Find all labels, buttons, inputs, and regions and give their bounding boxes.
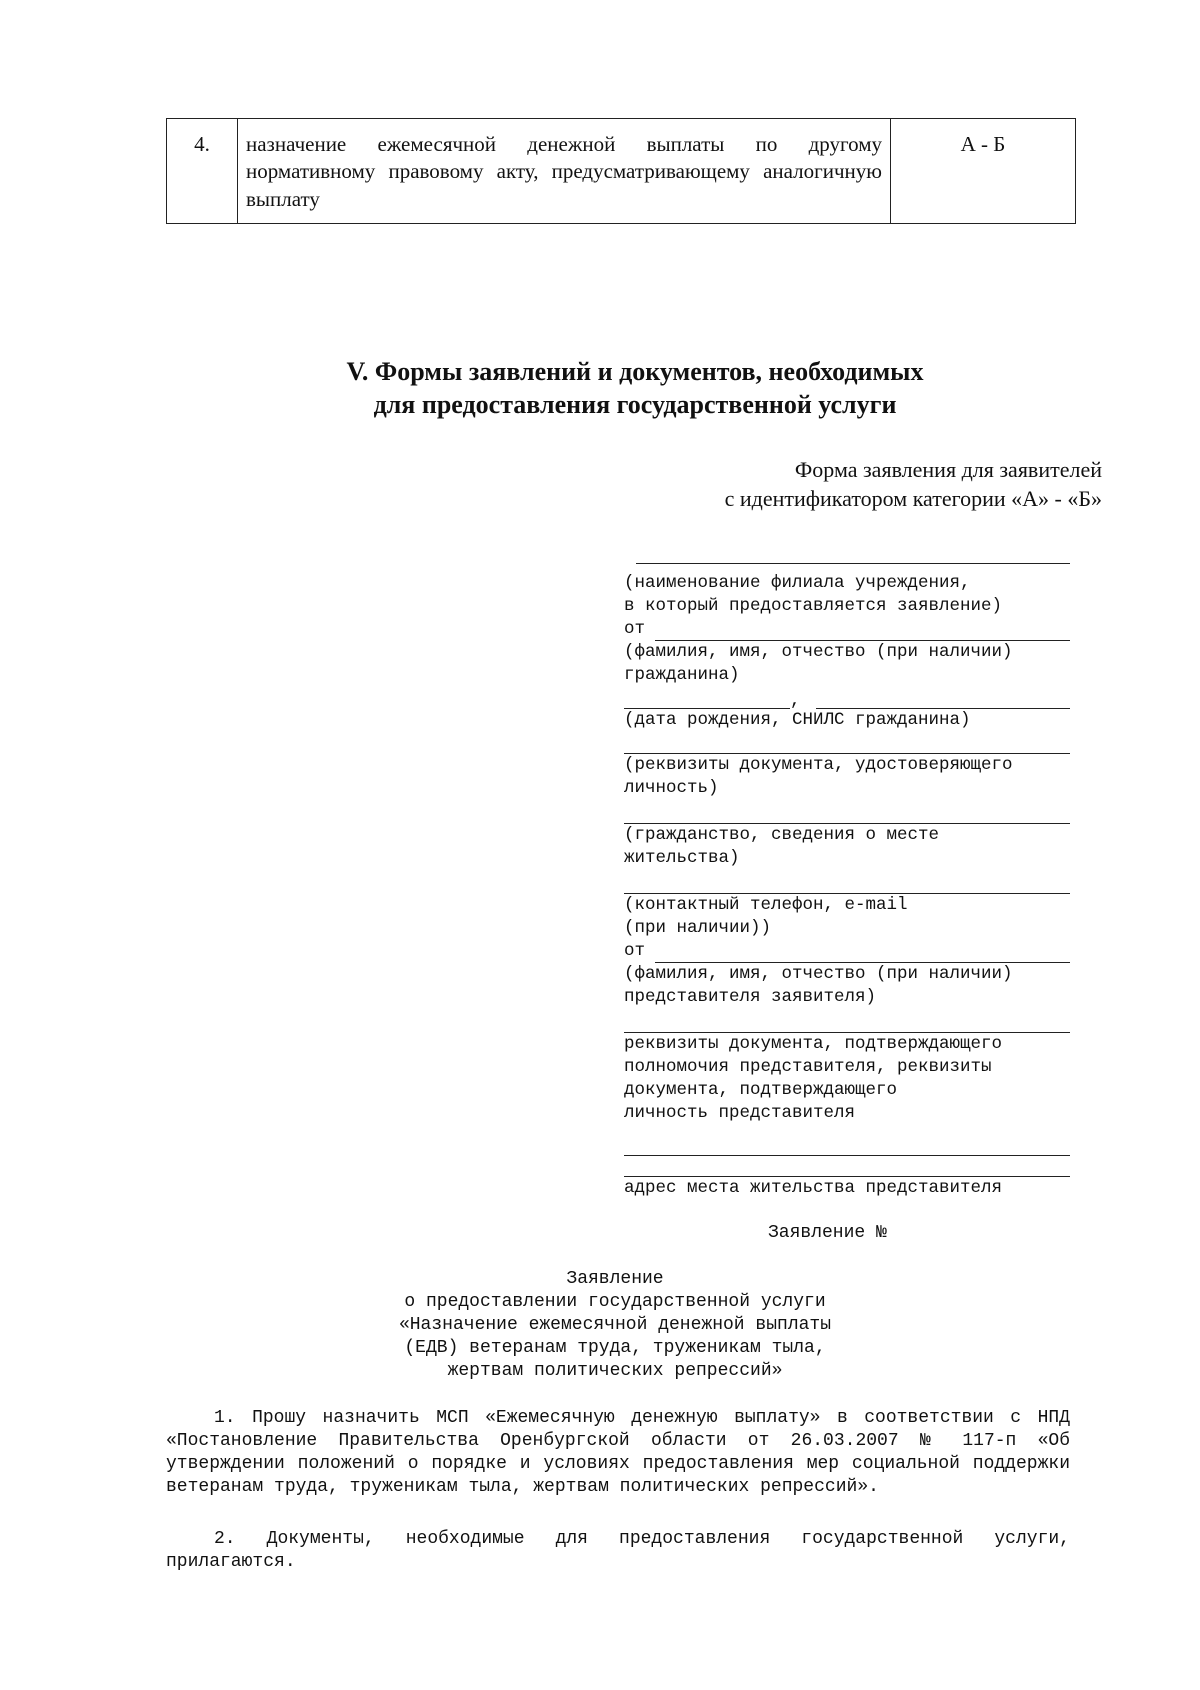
section-title-line-1: V. Формы заявлений и документов, необходимых — [346, 357, 924, 386]
table-row — [167, 119, 1076, 224]
section-title — [0, 355, 1200, 421]
application-heading-line-2: о предоставлении государственной услуги — [404, 1292, 826, 1312]
application-heading-line-1: Заявление — [566, 1269, 664, 1289]
paragraph-1 — [166, 1407, 1070, 1499]
row-category: А - Б — [891, 119, 1076, 224]
categories-table — [166, 118, 1076, 224]
rep-fio-caption-1: (фамилия, имя, отчество (при наличии) — [624, 964, 1013, 984]
from-representative-blank[interactable] — [655, 946, 1070, 963]
row-number: 4. — [167, 119, 238, 224]
contact-caption-2: (при наличии)) — [624, 918, 772, 938]
birth-snils-field — [624, 687, 1070, 709]
branch-caption-1: (наименование филиала учреждения, — [624, 573, 971, 593]
rep-docs-caption-1: реквизиты документа, подтверждающего — [624, 1034, 1003, 1054]
rep-docs-caption-3: документа, подтверждающего — [624, 1080, 898, 1100]
birth-date-blank[interactable] — [624, 694, 790, 709]
from-representative-field — [624, 940, 1070, 963]
from-blank[interactable] — [655, 624, 1070, 641]
snils-blank[interactable] — [816, 694, 1070, 709]
applicant-header-form — [624, 563, 1070, 1200]
application-heading-line-5: жертвам политических репрессий» — [447, 1361, 783, 1381]
citizenship-caption-1: (гражданство, сведения о месте — [624, 825, 940, 845]
from-label-2: от — [624, 941, 646, 961]
id-doc-caption-1: (реквизиты документа, удостоверяющего — [624, 755, 1013, 775]
from-label: от — [624, 619, 646, 639]
form-note-line-1: Форма заявления для заявителей — [794, 457, 1102, 482]
comma: , — [790, 691, 801, 711]
rep-address-caption: адрес места жительства представителя — [624, 1178, 1003, 1198]
row-description: назначение ежемесячной денежной выплаты по другому нормативному правовому акту, предусматривающему аналогичную выплату — [238, 119, 891, 224]
rep-docs-caption-4: личность представителя — [624, 1103, 856, 1123]
paragraph-1-text: 1. Прошу назначить МСП «Ежемесячную денежную выплату» в соответствии с НПД «Постановление Правительства Оренбургской области от 26.03.2007 № 117-п «Об утверждении положений о порядке и условиях предоставления мер социальной поддержки ветеранам труда, труженикам тыла, жертвам политических репрессий». — [166, 1408, 1070, 1497]
from-field — [624, 618, 1070, 641]
id-doc-caption-2: личность) — [624, 778, 719, 798]
citizenship-caption-2: жительства) — [624, 848, 740, 868]
birth-snils-caption: (дата рождения, СНИЛС гражданина) — [624, 710, 971, 730]
section-title-line-2: для предоставления государственной услуги — [373, 390, 897, 419]
rep-docs-caption-2: полномочия представителя, реквизиты — [624, 1057, 992, 1077]
contact-caption-1: (контактный телефон, e-mail — [624, 895, 908, 915]
form-note-line-2: с идентификатором категории «А» - «Б» — [724, 486, 1102, 511]
application-heading-line-3: «Назначение ежемесячной денежной выплаты — [398, 1315, 832, 1335]
fio-caption-2: гражданина) — [624, 665, 740, 685]
form-note — [725, 455, 1102, 513]
rep-fio-caption-2: представителя заявителя) — [624, 987, 877, 1007]
branch-caption-2: в который предоставляется заявление) — [624, 596, 1003, 616]
application-heading-line-4: (ЕДВ) ветеранам труда, труженикам тыла, — [404, 1338, 826, 1358]
application-number: Заявление № — [768, 1223, 887, 1243]
paragraph-2-text: 2. Документы, необходимые для предоставления государственной услуги, прилагаются. — [166, 1529, 1070, 1572]
fio-caption-1: (фамилия, имя, отчество (при наличии) — [624, 642, 1013, 662]
paragraph-2 — [166, 1528, 1070, 1574]
application-heading — [300, 1268, 930, 1383]
